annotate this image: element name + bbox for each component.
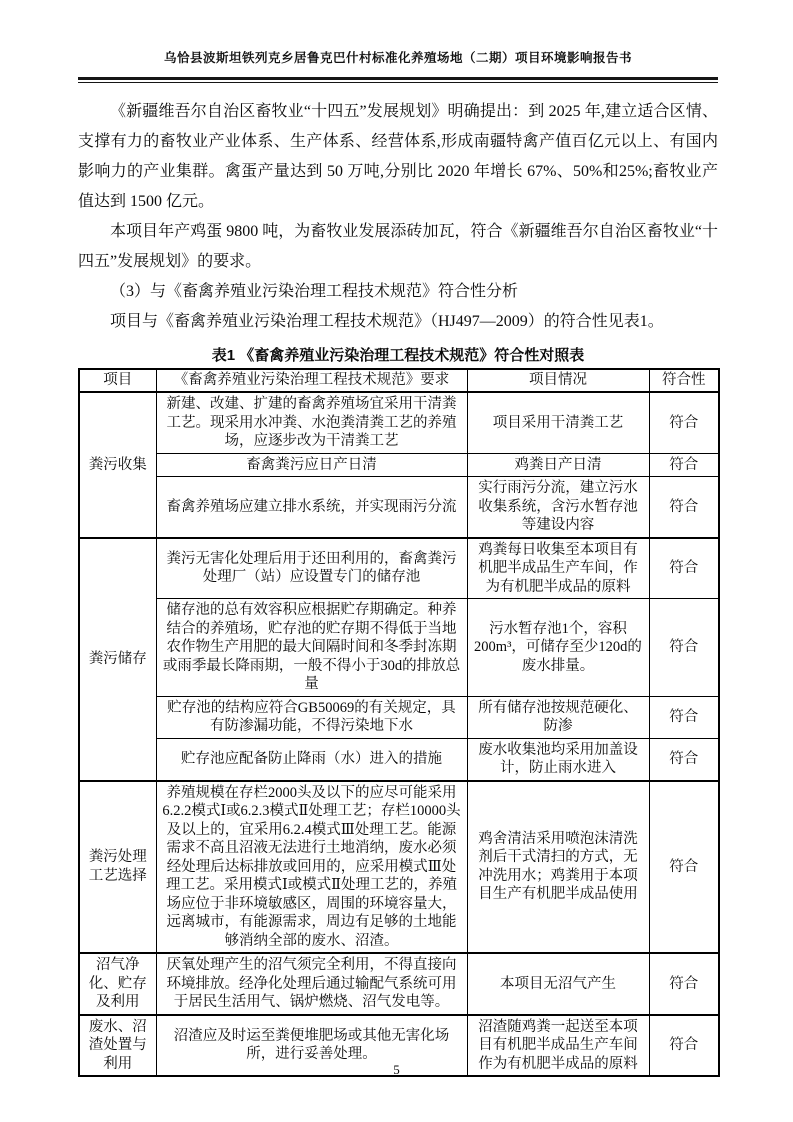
requirement-cell: 粪污无害化处理后用于还田利用的，畜禽粪污处理厂（站）应设置专门的储存池: [156, 538, 467, 599]
compliance-cell: 符合: [649, 1015, 719, 1077]
document-content: [78, 97, 718, 1077]
compliance-cell: 符合: [649, 477, 719, 538]
paragraph-project-compliance: 本项目年产鸡蛋 9800 吨，为畜牧业发展添砖加瓦，符合《新疆维吾尔自治区畜牧业“十四五”发展规划》的要求。: [78, 223, 718, 270]
item-cell: 粪污储存: [79, 538, 156, 781]
compliance-cell: 符合: [649, 696, 719, 738]
table-row: [79, 538, 719, 599]
page-header: [78, 48, 718, 83]
requirement-cell: 贮存池应配备防止降雨（水）进入的措施: [156, 738, 467, 781]
table-title: 表1 《畜禽养殖业污染治理工程技术规范》符合性对照表: [211, 347, 585, 364]
situation-cell: 所有储存池按规范硬化、防渗: [467, 696, 649, 738]
col-header-situation: 项目情况: [467, 369, 649, 392]
compliance-cell: 符合: [649, 392, 719, 453]
compliance-table: [78, 368, 720, 1077]
situation-cell: 鸡粪日产日清: [467, 453, 649, 477]
table-row: [79, 599, 719, 697]
table-row: [79, 781, 719, 954]
compliance-cell: 符合: [649, 538, 719, 599]
table-row: [79, 738, 719, 781]
situation-cell: 项目采用干清粪工艺: [467, 392, 649, 453]
item-cell: 沼气净化、贮存及利用: [79, 953, 156, 1015]
requirement-cell: 厌氧处理产生的沼气须完全利用，不得直接向环境排放。经净化处理后通过输配气系统可用于居民生活用气、锅炉燃烧、沼气发电等。: [156, 953, 467, 1015]
situation-cell: 实行雨污分流，建立污水收集系统，含污水暂存池等建设内容: [467, 477, 649, 538]
header-title: 乌恰县波斯坦铁列克乡居鲁克巴什村标准化养殖场地（二期）项目环境影响报告书: [163, 51, 632, 65]
requirement-cell: 畜禽养殖场应建立排水系统，并实现雨污分流: [156, 477, 467, 538]
table-header-row: [79, 369, 719, 392]
compliance-cell: 符合: [649, 953, 719, 1015]
table-row: [79, 392, 719, 453]
requirement-cell: 新建、改建、扩建的畜禽养殖场宜采用干清粪工艺。现采用水冲粪、水泡粪清粪工艺的养殖场，应逐步改为干清粪工艺: [156, 392, 467, 453]
paragraph-table-reference: 项目与《畜禽养殖业污染治理工程技术规范》（HJ497—2009）的符合性见表1。: [110, 313, 664, 330]
col-header-compliance: 符合性: [649, 369, 719, 392]
requirement-cell: 贮存池的结构应符合GB50069的有关规定，具有防渗漏功能，不得污染地下水: [156, 696, 467, 738]
table-row: [79, 477, 719, 538]
requirement-cell: 储存池的总有效容积应根据贮存期确定。种养结合的养殖场，贮存池的贮存期不得低于当地农作物生产用肥的最大间隔时间和冬季封冻期或雨季最长降雨期，一般不得小于30d的排放总量: [156, 599, 467, 697]
table-row: [79, 953, 719, 1015]
situation-cell: 鸡粪每日收集至本项目有机肥半成品生产车间，作为有机肥半成品的原料: [467, 538, 649, 599]
item-cell: 粪污收集: [79, 392, 156, 538]
item-cell: 粪污处理工艺选择: [79, 781, 156, 954]
item-cell: 废水、沼渣处置与利用: [79, 1015, 156, 1077]
col-header-item: 项目: [79, 369, 156, 392]
compliance-cell: 符合: [649, 599, 719, 697]
paragraph-plan-policy: 《新疆维吾尔自治区畜牧业“十四五”发展规划》明确提出：到 2025 年,建立适合区情、支撑有力的畜牧业产业体系、生产体系、经营体系,形成南疆特禽产值百亿元以上、有国内影响力的产业集群。禽蛋产量达到 50 万吨,分别比 2020 年增长 67%、50%和25%;畜牧业产值达到 1500 亿元。: [78, 103, 718, 210]
page-footer: [0, 1062, 793, 1078]
situation-cell: 鸡舍清洁采用喷泡沫清洗剂后干式清扫的方式，无冲洗用水；鸡粪用于本项目生产有机肥半成品使用: [467, 781, 649, 954]
compliance-cell: 符合: [649, 738, 719, 781]
requirement-cell: 养殖规模在存栏2000头及以下的应尽可能采用6.2.2模式Ⅰ或6.2.3模式Ⅱ处理工艺；存栏10000头及以上的，宜采用6.2.4模式Ⅲ处理工艺。能源需求不高且沼液无法进行土地消纳，废水必须经处理后达标排放或回用的，应采用模式Ⅲ处理工艺。采用模式Ⅰ或模式Ⅱ处理工艺的，养殖场应位于非环境敏感区，周围的环境容量大，远离城市，有能源需求，周边有足够的土地能够消纳全部的废水、沼渣。: [156, 781, 467, 954]
header-rule-thin: [78, 82, 718, 83]
situation-cell: 本项目无沼气产生: [467, 953, 649, 1015]
table-row: [79, 696, 719, 738]
situation-cell: 废水收集池均采用加盖设计，防止雨水进入: [467, 738, 649, 781]
requirement-cell: 畜禽粪污应日产日清: [156, 453, 467, 477]
header-divider: [78, 77, 718, 83]
header-rule-thick: [78, 77, 718, 80]
col-header-requirement: 《畜禽养殖业污染治理工程技术规范》要求: [156, 369, 467, 392]
situation-cell: 沼渣随鸡粪一起送至本项目有机肥半成品生产车间作为有机肥半成品的原料: [467, 1015, 649, 1077]
requirement-cell: 沼渣应及时运至粪便堆肥场或其他无害化场所，进行妥善处理。: [156, 1015, 467, 1077]
compliance-cell: 符合: [649, 453, 719, 477]
paragraph-section-heading: （3）与《畜禽养殖业污染治理工程技术规范》符合性分析: [110, 283, 519, 300]
table-row: [79, 453, 719, 477]
page-number: 5: [393, 1062, 400, 1077]
situation-cell: 污水暂存池1个，容积200m³，可储存至少120d的废水排量。: [467, 599, 649, 697]
compliance-cell: 符合: [649, 781, 719, 954]
